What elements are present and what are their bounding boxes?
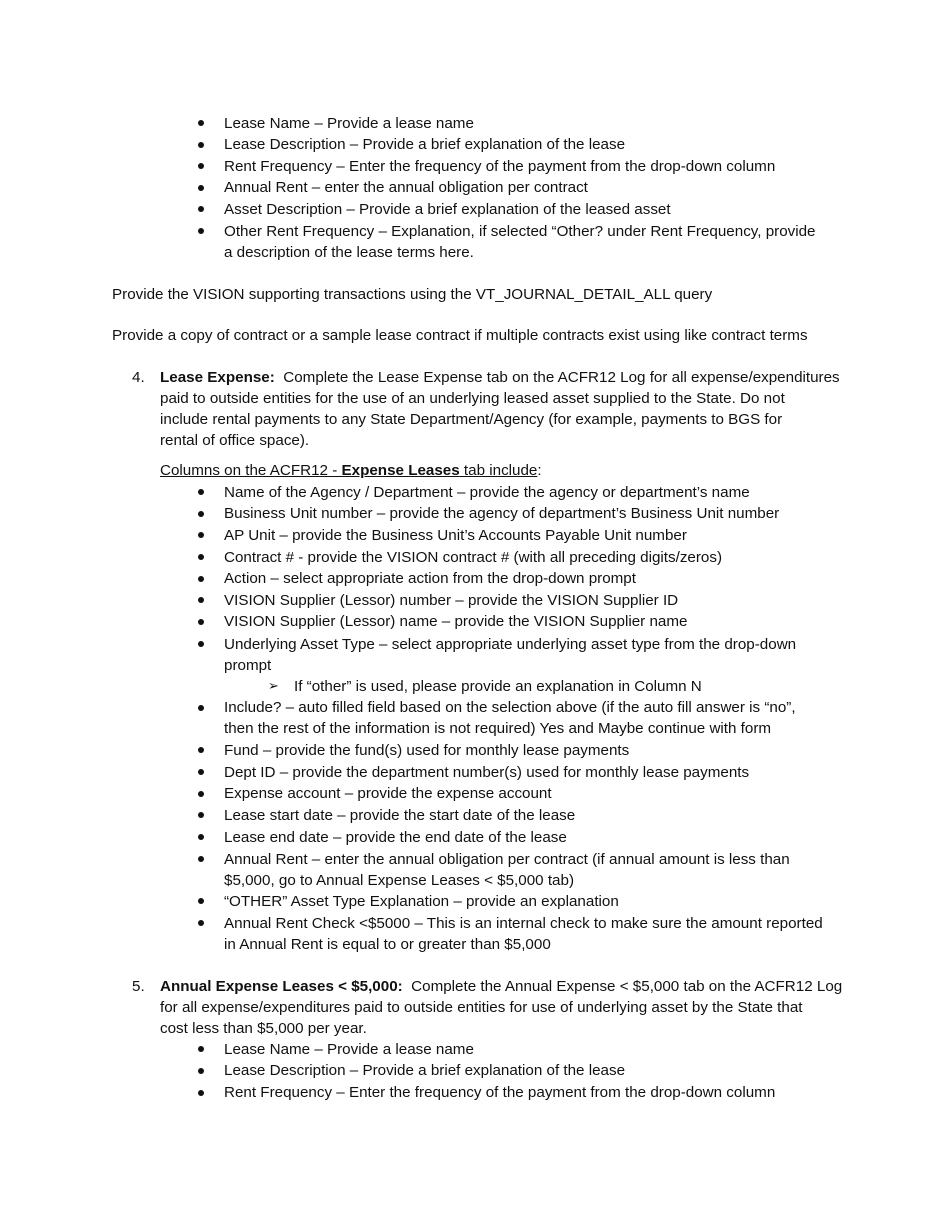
columns-intro-bold: Expense Leases — [341, 462, 460, 479]
list-item: Annual Rent – enter the annual obligation per contract (if annual amount is less than — [224, 851, 790, 868]
list-item: Name of the Agency / Department – provide the agency or department’s name — [224, 484, 750, 501]
bullet-dot — [198, 898, 204, 904]
item-text: Complete the Annual Expense < $5,000 tab on the ACFR12 Log — [411, 978, 843, 995]
bullet-dot — [198, 791, 204, 797]
paragraph-vision: Provide the VISION supporting transactions using the VT_JOURNAL_DETAIL_ALL query — [112, 286, 713, 303]
list-item-continuation: in Annual Rent is equal to or greater than $5,000 — [224, 936, 551, 953]
list-item: Dept ID – provide the department number(s) used for monthly lease payments — [224, 764, 750, 781]
list-item: Underlying Asset Type – select appropriate underlying asset type from the drop-down — [224, 636, 797, 653]
item-first-line — [160, 368, 840, 388]
list-item: Rent Frequency – Enter the frequency of the payment from the drop-down column — [224, 1084, 776, 1101]
columns-intro-post: tab include — [459, 462, 538, 479]
list-item: Other Rent Frequency – Explanation, if selected “Other? under Rent Frequency, provide — [224, 223, 816, 240]
item-text: for all expense/expenditures paid to outside entities for use of underlying asset by the State that — [160, 999, 803, 1016]
list-item: Annual Rent Check <$5000 – This is an internal check to make sure the amount reported — [224, 915, 823, 932]
bullet-dot — [198, 812, 204, 818]
item-text: rental of office space). — [160, 432, 310, 449]
list-item: Lease Name – Provide a lease name — [224, 115, 474, 132]
item-heading: Lease Expense: — [160, 369, 275, 386]
list-item: Include? – auto filled field based on the selection above (if the auto fill answer is “no”, — [224, 699, 796, 716]
arrow-bullet-icon: ➢ — [268, 679, 279, 694]
paragraph-contract: Provide a copy of contract or a sample lease contract if multiple contracts exist using like contract terms — [112, 327, 808, 344]
bullet-dot — [198, 206, 204, 212]
list-item: AP Unit – provide the Business Unit’s Accounts Payable Unit number — [224, 527, 687, 544]
list-item: Lease Description – Provide a brief explanation of the lease — [224, 136, 626, 153]
bullet-dot — [198, 920, 204, 926]
list-item: Lease Description – Provide a brief explanation of the lease — [224, 1062, 626, 1079]
item-number: 4. — [132, 369, 145, 386]
bullet-dot — [198, 769, 204, 775]
list-item: “OTHER” Asset Type Explanation – provide an explanation — [224, 893, 619, 910]
list-item: Lease start date – provide the start date of the lease — [224, 807, 576, 824]
list-item: Annual Rent – enter the annual obligation per contract — [224, 179, 588, 196]
list-item: Business Unit number – provide the agency of department’s Business Unit number — [224, 505, 780, 522]
bullet-dot — [198, 576, 204, 582]
list-item-continuation: prompt — [224, 657, 272, 674]
bullet-dot — [198, 554, 204, 560]
item-text: include rental payments to any State Department/Agency (for example, payments to BGS for — [160, 411, 783, 428]
list-item: Fund – provide the fund(s) used for monthly lease payments — [224, 742, 630, 759]
list-item: Lease Name – Provide a lease name — [224, 1041, 474, 1058]
bullet-dot — [198, 120, 204, 126]
columns-intro — [160, 461, 542, 481]
list-item-continuation: a description of the lease terms here. — [224, 244, 474, 261]
list-item: Lease end date – provide the end date of the lease — [224, 829, 567, 846]
bullet-dot — [198, 1090, 204, 1096]
bullet-dot — [198, 142, 204, 148]
bullet-dot — [198, 1046, 204, 1052]
bullet-dot — [198, 489, 204, 495]
bullet-dot — [198, 1068, 204, 1074]
bullet-dot — [198, 511, 204, 517]
bullet-dot — [198, 185, 204, 191]
item-first-line — [160, 977, 842, 997]
columns-intro-pre: Columns on the ACFR12 - — [160, 462, 342, 479]
bullet-dot — [198, 532, 204, 538]
sub-list-item: If “other” is used, please provide an explanation in Column N — [294, 678, 702, 695]
item-heading: Annual Expense Leases < $5,000: — [160, 978, 403, 995]
bullet-dot — [198, 597, 204, 603]
bullet-dot — [198, 834, 204, 840]
bullet-dot — [198, 856, 204, 862]
list-item: VISION Supplier (Lessor) number – provide the VISION Supplier ID — [224, 592, 679, 609]
item-number: 5. — [132, 978, 145, 995]
bullet-dot — [198, 619, 204, 625]
bullet-dot — [198, 747, 204, 753]
columns-intro-colon: : — [537, 462, 542, 479]
item-text: Complete the Lease Expense tab on the ACFR12 Log for all expense/expenditures — [283, 369, 840, 386]
list-item: Contract # - provide the VISION contract # (with all preceding digits/zeros) — [224, 549, 723, 566]
list-item: Expense account – provide the expense account — [224, 785, 552, 802]
list-item: Rent Frequency – Enter the frequency of the payment from the drop-down column — [224, 158, 776, 175]
list-item-continuation: $5,000, go to Annual Expense Leases < $5,000 tab) — [224, 872, 575, 889]
list-item: VISION Supplier (Lessor) name – provide the VISION Supplier name — [224, 613, 688, 630]
list-item: Action – select appropriate action from the drop-down prompt — [224, 570, 636, 587]
list-item-continuation: then the rest of the information is not required) Yes and Maybe continue with form — [224, 720, 772, 737]
bullet-dot — [198, 705, 204, 711]
bullet-dot — [198, 641, 204, 647]
item-text: paid to outside entities for the use of an underlying leased asset supplied to the State. Do not — [160, 390, 785, 407]
bullet-dot — [198, 228, 204, 234]
bullet-dot — [198, 163, 204, 169]
list-item: Asset Description – Provide a brief explanation of the leased asset — [224, 201, 671, 218]
item-text: cost less than $5,000 per year. — [160, 1020, 367, 1037]
